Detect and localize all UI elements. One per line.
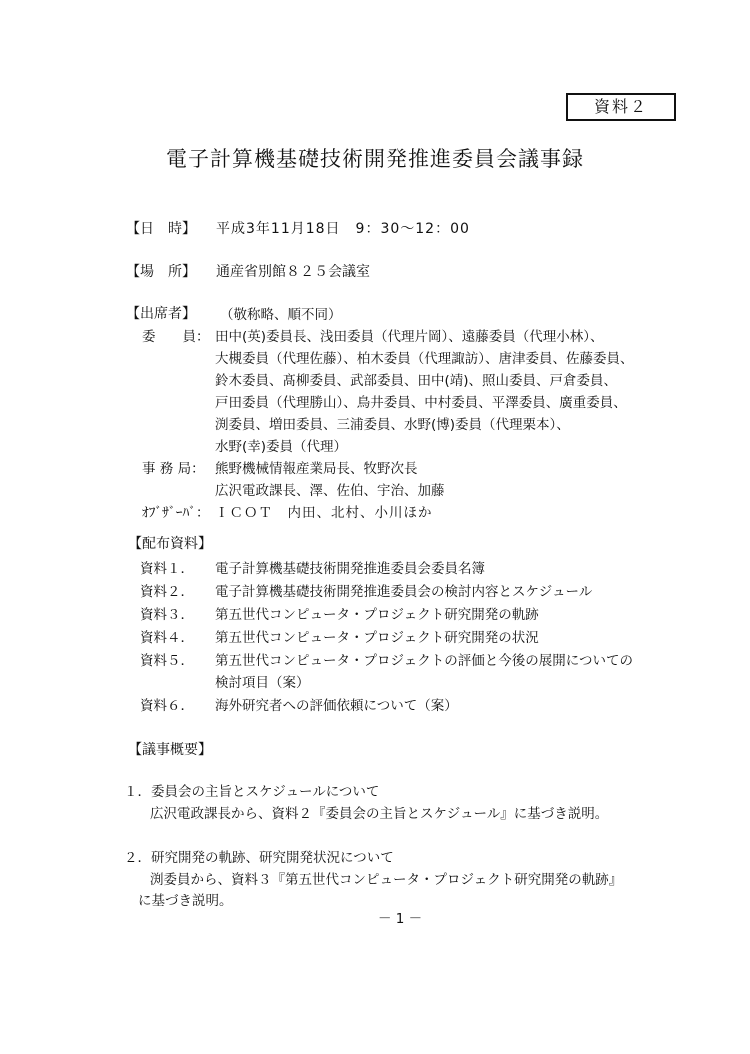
office-line: 熊野機械情報産業局長、牧野次長 — [215, 461, 418, 477]
place-label: 【場 所】 — [126, 264, 196, 280]
members-line: 水野(幸)委員（代理） — [215, 439, 348, 455]
material-title: 第五世代コンピュータ・プロジェクトの評価と今後の展開についての — [215, 653, 633, 669]
material-number: 資料３． — [140, 607, 194, 623]
page-title: 電子計算機基礎技術開発推進委員会議事録 — [166, 147, 584, 171]
members-line: 鈴木委員、髙柳委員、武部委員、田中(靖)、照山委員、戸倉委員、 — [215, 373, 618, 389]
material-number: 資料６． — [140, 698, 194, 714]
summary-body: 広沢電政課長から、資料２『委員会の主旨とスケジュール』に基づき説明。 — [150, 806, 609, 822]
page-number: － 1 － — [378, 911, 423, 927]
summary-heading: ２．研究開発の軌跡、研究開発状況について — [124, 850, 394, 866]
summary-body-continued: に基づき説明。 — [138, 893, 233, 909]
datetime-label: 【日 時】 — [126, 221, 196, 237]
office-line: 広沢電政課長、澤、佐伯、宇治、加藤 — [215, 483, 445, 499]
material-title: 第五世代コンピュータ・プロジェクト研究開発の軌跡 — [215, 607, 539, 623]
place-value: 通産省別館８２５会議室 — [216, 264, 370, 280]
document-tag: 資料２ — [566, 93, 676, 121]
material-number: 資料１． — [140, 561, 194, 577]
observer-value: ＩＣＯＴ 内田、北村、小川ほか — [215, 505, 433, 521]
members-line: 戸田委員（代理勝山）、鳥井委員、中村委員、平澤委員、廣重委員、 — [215, 395, 627, 411]
summary-body: 渕委員から、資料３『第五世代コンピュータ・プロジェクト研究開発の軌跡』 — [150, 872, 623, 888]
materials-label: 【配布資料】 — [128, 536, 212, 552]
attendees-note: （敬称略、順不同） — [220, 307, 342, 323]
members-label: 委 員： — [142, 329, 210, 345]
material-title: 海外研究者への評価依頼について（案） — [215, 698, 458, 714]
observer-label: ｵﾌﾞｻﾞｰﾊﾞ： — [142, 505, 210, 521]
attendees-label: 【出席者】 — [126, 306, 196, 322]
material-title: 電子計算機基礎技術開発推進委員会の検討内容とスケジュール — [215, 584, 593, 600]
members-line: 田中(英)委員長、浅田委員（代理片岡）、遠藤委員（代理小林）、 — [215, 329, 604, 345]
summary-label: 【議事概要】 — [128, 742, 212, 758]
material-title: 電子計算機基礎技術開発推進委員会委員名簿 — [215, 561, 485, 577]
members-line: 大槻委員（代理佐藤）、柏木委員（代理諏訪）、唐津委員、佐藤委員、 — [215, 351, 634, 367]
material-number: 資料２． — [140, 584, 194, 600]
material-title-continued: 検討項目（案） — [215, 675, 310, 691]
material-number: 資料５． — [140, 653, 194, 669]
material-title: 第五世代コンピュータ・プロジェクト研究開発の状況 — [215, 630, 539, 646]
summary-heading: １．委員会の主旨とスケジュールについて — [124, 784, 380, 800]
datetime-value: 平成3年11月18日 9：30～12：00 — [216, 221, 470, 237]
material-number: 資料４． — [140, 630, 194, 646]
office-label: 事 務 局： — [142, 461, 205, 477]
members-line: 渕委員、増田委員、三浦委員、水野(博)委員（代理栗本）、 — [215, 417, 570, 433]
